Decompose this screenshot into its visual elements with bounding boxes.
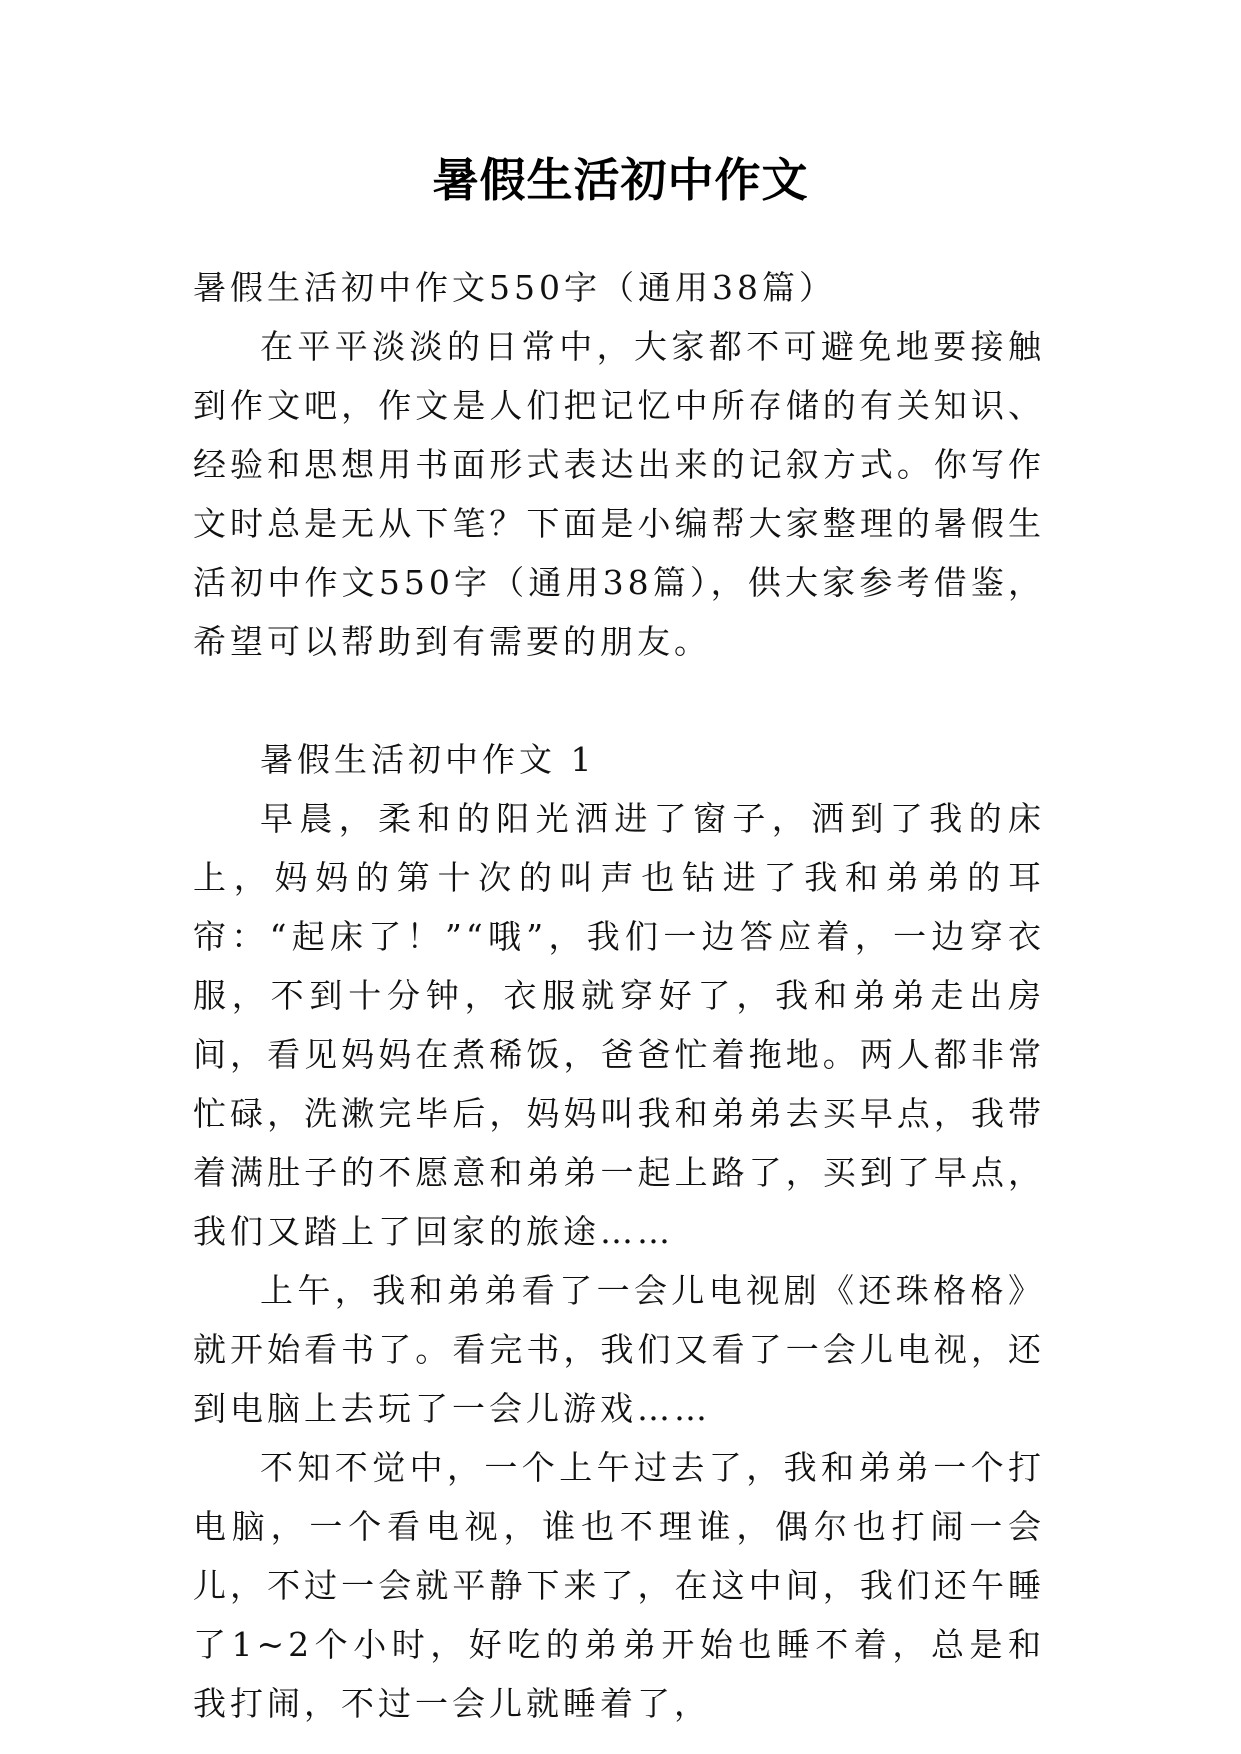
body-paragraph-3: 不知不觉中，一个上午过去了，我和弟弟一个打电脑，一个看电视，谁也不理谁，偶尔也打闹一会儿，不过一会就平静下来了，在这中间，我们还午睡了1~2个小时，好吃的弟弟开始也睡不着，总是和我打闹，不过一会儿就睡着了， bbox=[193, 1448, 1045, 1723]
document-body bbox=[193, 258, 1045, 1733]
intro-paragraph: 在平平淡淡的日常中，大家都不可避免地要接触到作文吧，作文是人们把记忆中所存储的有关知识、经验和思想用书面形式表达出来的记叙方式。你写作文时总是无从下笔？下面是小编帮大家整理的暑假生活初中作文550字（通用38篇），供大家参考借鉴，希望可以帮助到有需要的朋友。 bbox=[193, 327, 1045, 661]
body-paragraph-1: 早晨，柔和的阳光洒进了窗子，洒到了我的床上，妈妈的第十次的叫声也钻进了我和弟弟的耳帘：“起床了！”“哦”，我们一边答应着，一边穿衣服，不到十分钟，衣服就穿好了，我和弟弟走出房间，看见妈妈在煮稀饭，爸爸忙着拖地。两人都非常忙碌，洗漱完毕后，妈妈叫我和弟弟去买早点，我带着满肚子的不愿意和弟弟一起上路了，买到了早点，我们又踏上了回家的旅途…… bbox=[193, 799, 1045, 1251]
section-heading: 暑假生活初中作文 1 bbox=[260, 740, 596, 779]
document-title: 暑假生活初中作文 bbox=[432, 153, 809, 207]
body-paragraph-2: 上午，我和弟弟看了一会儿电视剧《还珠格格》就开始看书了。看完书，我们又看了一会儿电视，还到电脑上去玩了一会儿游戏…… bbox=[193, 1271, 1045, 1428]
paragraph-spacer bbox=[193, 671, 1045, 730]
document-subtitle: 暑假生活初中作文550字（通用38篇） bbox=[193, 268, 836, 307]
